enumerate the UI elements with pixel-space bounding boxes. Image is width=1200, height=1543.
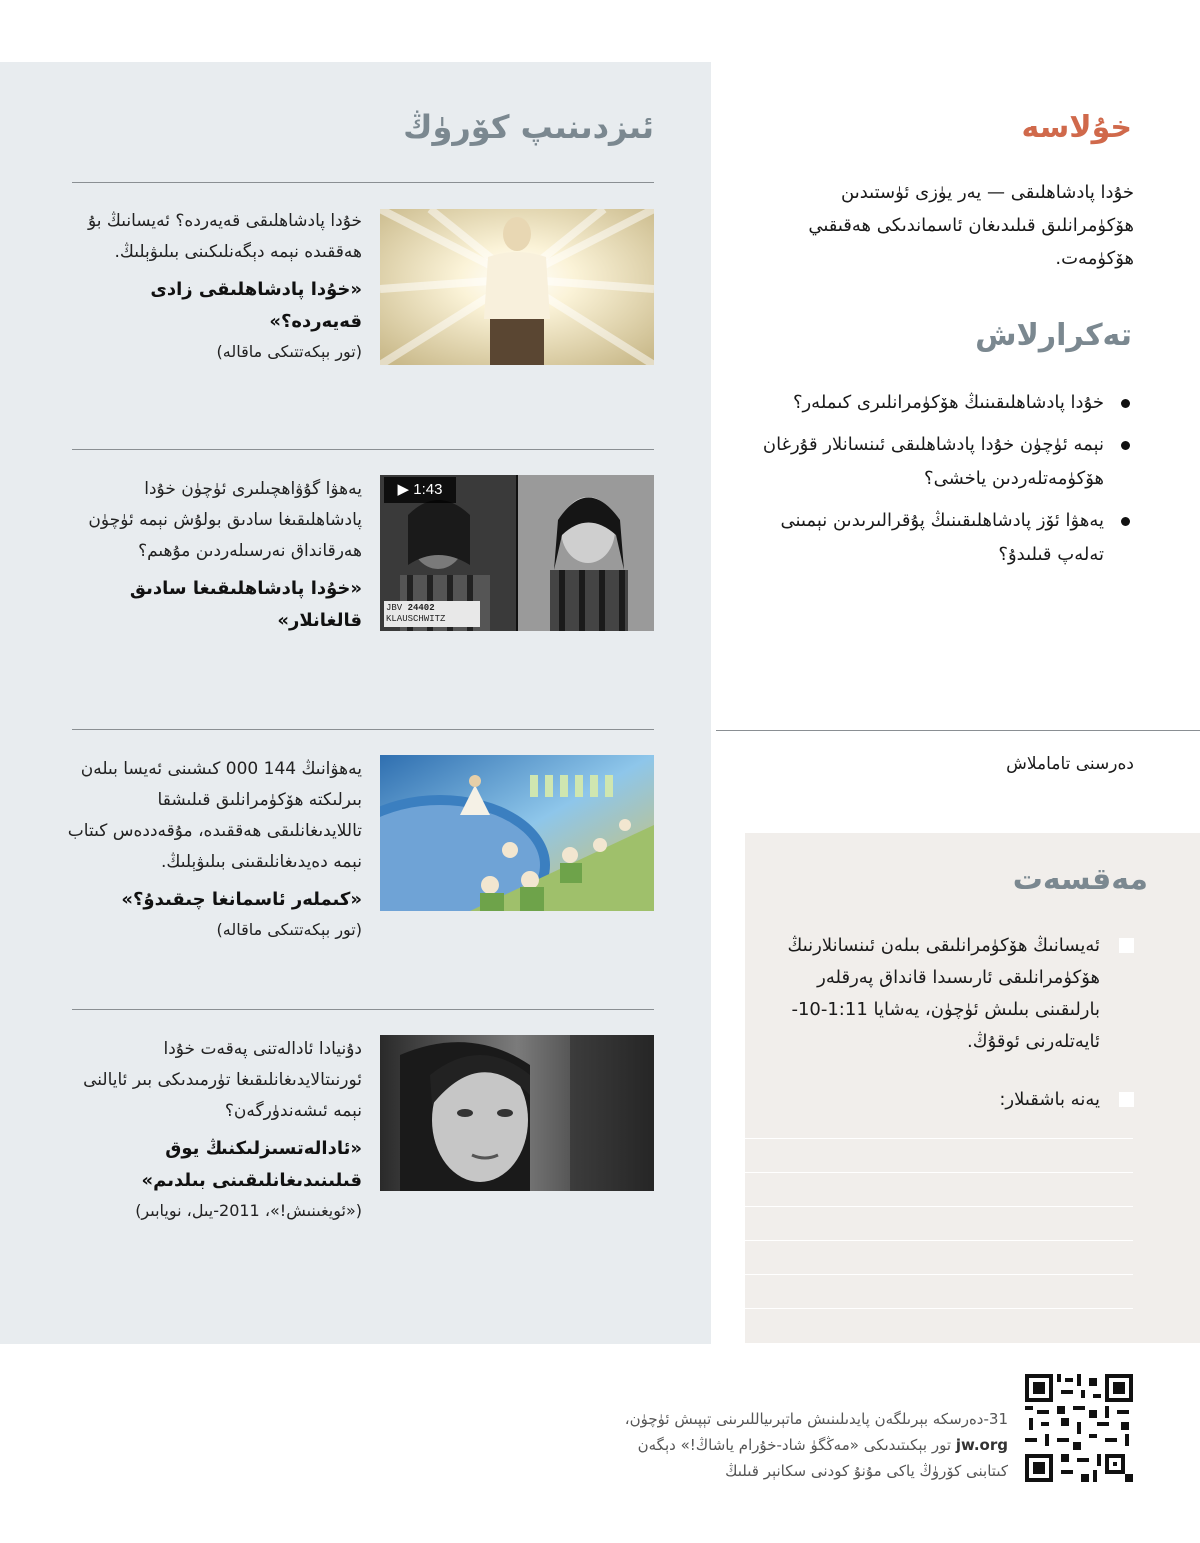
item-description: دۇنيادا ئادالەتنى پەقەت خۇدا ئورنىتالايدىغانلىقىغا تۈرمىدىكى بىر ئايالنى نېمە ئىشەندۈرگەن؟ [83,1039,362,1121]
play-icon: ▶ [397,481,410,498]
item-link-title[interactable]: «خۇدا پادشاھلىقىغا سادىق قالغانلار» [129,578,362,631]
note-line[interactable] [745,1274,1133,1275]
lesson-completed-label: دەرسنى تاماملاش [1006,754,1134,774]
note-line[interactable] [745,1138,1133,1139]
goal-item-text: ئەيسانىڭ ھۆكۈمرانلىقى بىلەن ئىنسانلارنىڭ ھۆكۈمرانلىقى ئارىسىدا قانداق پەرقلەر بارلىقىنى بىلىش ئۈچۈن، يەشايا 1:11-10-ئايەتلەرنى ئوقۇڭ. [787,935,1100,1052]
summary-title: خۇلاسە [1021,110,1132,145]
note-line[interactable] [745,1172,1133,1173]
item-source: («ئويغىنىش!»، 2011-يىل، نويابىر) [135,1201,362,1220]
item-link-title[interactable]: «خۇدا پادشاھلىقى زادى قەيەردە؟» [150,279,362,332]
bullet-icon [1121,441,1130,450]
goal-item-text: يەنە باشقىلار: [999,1089,1100,1110]
photo-plate [386,603,478,625]
footer-site-link[interactable]: jw.org [955,1436,1008,1454]
review-questions [754,386,1134,580]
review-question [754,428,1134,496]
note-line[interactable] [745,1308,1133,1309]
item-link-title[interactable]: «كىملەر ئاسمانغا چىقىدۇ؟» [121,889,362,910]
divider [72,182,654,183]
note-line[interactable] [745,1206,1133,1207]
explore-item [60,206,362,366]
item-description: يەھۋانىڭ 144 000 كىشىنى ئەيسا بىلەن بىرلىكتە ھۆكۈمرانلىق قىلىشقا تاللايدىغانلىقى ھەققىدە، مۇقەددەس كىتاب نېمە دەيدىغانلىقىنى بىلىۋېلىڭ. [67,759,362,872]
photo-plate-code: JBV [386,603,403,613]
item-description: يەھۋا گۇۋاھچىلىرى ئۈچۈن خۇدا پادشاھلىقىغا سادىق بولۇش نېمە ئۈچۈن ھەرقانداق نەرسىلەردىن مۇھىم؟ [88,479,362,561]
bullet-icon [1121,399,1130,408]
photo-plate-place: KLAUSCHWITZ [386,614,446,624]
review-question [754,386,1134,420]
goal-title: مەقسەت [1012,862,1148,897]
item-description: خۇدا پادشاھلىقى قەيەردە؟ ئەيسانىڭ بۇ ھەققىدە نېمە دېگەنلىكىنى بىلىۋېلىڭ. [87,211,362,262]
divider [72,729,654,730]
explore-item [60,1034,362,1225]
footer-note [448,1406,1008,1484]
review-question-text: نېمە ئۈچۈن خۇدا پادشاھلىقى ئىنسانلار قۇرغان ھۆكۈمەتلەردىن ياخشى؟ [762,434,1104,489]
item-link-title[interactable]: «ئادالەتسىزلىكنىڭ يوق قىلىنىدىغانلىقىنى بىلدىم» [141,1138,362,1191]
kingdom-light-image[interactable] [380,209,654,365]
review-question [754,504,1134,572]
item-source: (تور بېكەتتىكى ماقالە) [216,920,362,939]
goal-item [754,1084,1134,1116]
loyal-video-thumbnail[interactable] [380,475,654,631]
divider [72,449,654,450]
note-line[interactable] [745,1240,1133,1241]
explore-item [60,474,362,637]
heaven-rulers-image[interactable] [380,755,654,911]
footer-line-1: 31-دەرسكە بېرىلگەن پايدىلىنىش ماتېرىياللىرىنى تېپىش ئۈچۈن، [624,1410,1008,1428]
goal-checkbox[interactable] [1119,1092,1134,1107]
divider [716,730,1200,731]
video-duration: 1:43 [413,481,443,498]
photo-plate-number: 24402 [407,603,435,613]
explore-title: ئىزدىنىپ كۆرۈڭ [403,108,654,146]
bullet-icon [1121,517,1130,526]
divider [72,1009,654,1010]
footer-line-2: تور بېكىتىدىكى «مەڭگۈ شاد-خۇرام ياشاڭ!» دېگەن [637,1436,952,1454]
review-question-text: خۇدا پادشاھلىقىنىڭ ھۆكۈمرانلىرى كىملەر؟ [792,392,1104,413]
woman-portrait-image[interactable] [380,1035,654,1191]
review-title: تەكرارلاش [975,318,1132,353]
footer-line-3: كىتابنى كۆرۈڭ ياكى مۇنۇ كودنى سكانېر قىلىڭ [725,1462,1008,1480]
item-source: (تور بېكەتتىكى ماقالە) [216,342,362,361]
summary-body: خۇدا پادشاھلىقى — يەر يۈزى ئۈستىدىن ھۆكۈمرانلىق قىلىدىغان ئاسماندىكى ھەقىقىي ھۆكۈمەت. [808,182,1134,269]
goal-item [754,930,1134,1058]
goal-checkbox[interactable] [1119,938,1134,953]
explore-item [60,754,362,944]
video-duration-badge [384,477,456,503]
review-question-text: يەھۋا ئۆز پادشاھلىقىنىڭ پۇقرالىرىدىن نېمىنى تەلەپ قىلىدۇ؟ [780,510,1104,565]
qr-code-icon[interactable] [1025,1374,1133,1482]
